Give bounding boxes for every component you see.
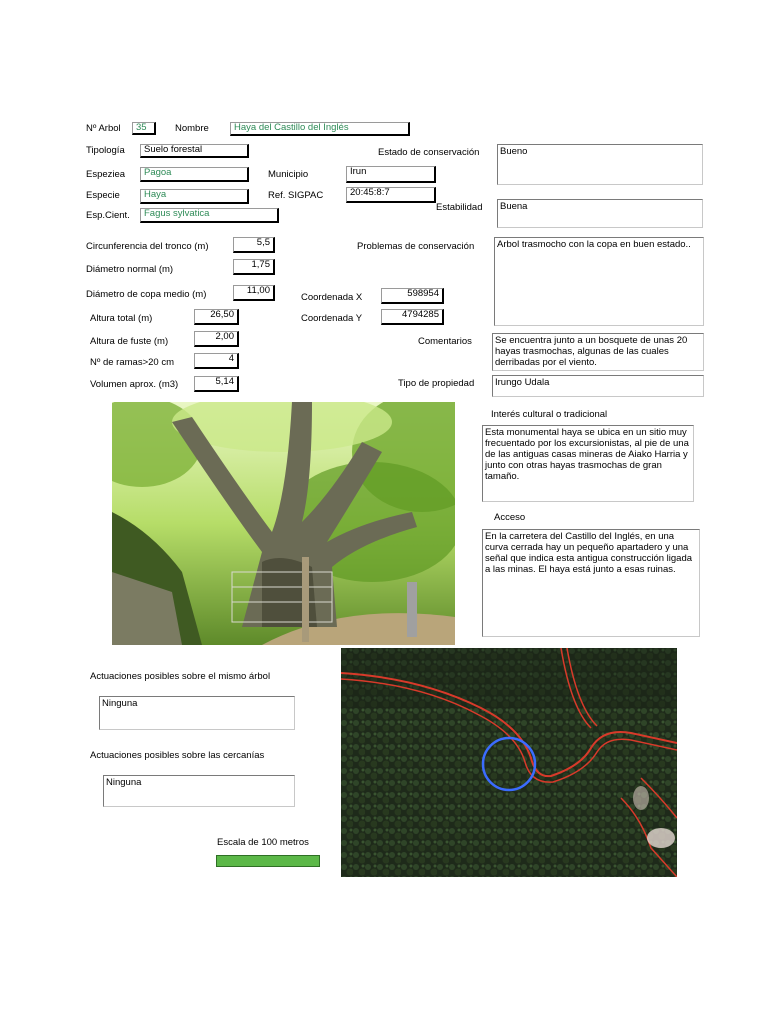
diametro-normal-label: Diámetro normal (m) [86, 264, 174, 275]
tipo-propiedad-label: Tipo de propiedad [398, 378, 475, 389]
actuaciones-cercanias-label: Actuaciones posibles sobre las cercanías [90, 750, 265, 761]
aerial-map-illustration [341, 648, 677, 877]
circunferencia-label: Circunferencia del tronco (m) [86, 241, 209, 252]
circunferencia-field[interactable]: 5,5 [233, 237, 275, 253]
nombre-field[interactable]: Haya del Castillo del Inglés [230, 122, 410, 136]
diametro-copa-field[interactable]: 11,00 [233, 285, 275, 301]
volumen-label: Volumen aprox. (m3) [90, 379, 179, 390]
actuaciones-cercanias-box[interactable]: Ninguna [103, 775, 295, 807]
esp-cient-field[interactable]: Fagus sylvatica [140, 208, 279, 223]
volumen-field[interactable]: 5,14 [194, 376, 239, 392]
actuaciones-arbol-box[interactable]: Ninguna [99, 696, 295, 730]
acceso-box[interactable]: En la carretera del Castillo del Inglés, en una curva cerrada hay un pequeño apartadero y una señal que indica esta antigua construcción ligada a las minas. El haya está junto a esas ruinas. [482, 529, 700, 637]
especiea-label: Espeziea [86, 169, 126, 180]
escala-label: Escala de 100 metros [217, 837, 309, 848]
tree-photo [112, 402, 455, 645]
altura-fuste-label: Altura de fuste (m) [90, 336, 169, 347]
altura-total-label: Altura total (m) [90, 313, 153, 324]
tipologia-label: Tipología [86, 145, 125, 156]
esp-cient-label: Esp.Cient. [86, 210, 130, 221]
especiea-field[interactable]: Pagoa [140, 167, 249, 182]
especie-label: Especie [86, 190, 120, 201]
problemas-label: Problemas de conservación [357, 241, 475, 252]
coord-x-field[interactable]: 598954 [381, 288, 444, 304]
tipologia-field[interactable]: Suelo forestal [140, 144, 249, 158]
acceso-label: Acceso [494, 512, 526, 523]
aerial-map [341, 648, 677, 877]
interes-box[interactable]: Esta monumental haya se ubica en un sitio muy frecuentado por los excursionistas, al pie de una de las antiguas casas mineras de Aiako Harria y junto con otras hayas trasmochas de gran tamaño. [482, 425, 694, 502]
comentarios-box[interactable]: Se encuentra junto a un bosquete de unas 20 hayas trasmochas, algunas de las cuales derribadas por el viento. [492, 333, 704, 371]
altura-total-field[interactable]: 26,50 [194, 309, 239, 325]
diametro-copa-label: Diámetro de copa medio (m) [86, 289, 207, 300]
coord-y-label: Coordenada Y [301, 313, 363, 324]
interes-label: Interés cultural o tradicional [491, 409, 608, 420]
scale-bar [216, 855, 320, 867]
estabilidad-label: Estabilidad [436, 202, 483, 213]
arbol-no-label: Nº Arbol [86, 123, 121, 134]
municipio-field[interactable]: Irun [346, 166, 436, 183]
estado-conservacion-box[interactable]: Bueno [497, 144, 703, 185]
nombre-label: Nombre [175, 123, 209, 134]
estado-conservacion-label: Estado de conservación [378, 147, 480, 158]
ref-sigpac-label: Ref. SIGPAC [268, 190, 324, 201]
coord-x-label: Coordenada X [301, 292, 363, 303]
tipo-propiedad-box[interactable]: Irungo Udala [492, 375, 704, 397]
problemas-box[interactable]: Arbol trasmocho con la copa en buen estado.. [494, 237, 704, 326]
diametro-normal-field[interactable]: 1,75 [233, 259, 275, 275]
especie-field[interactable]: Haya [140, 189, 249, 204]
ref-sigpac-field[interactable]: 20:45:8:7 [346, 187, 436, 203]
ramas-label: Nº de ramas>20 cm [90, 357, 174, 368]
municipio-label: Municipio [268, 169, 309, 180]
ramas-field[interactable]: 4 [194, 353, 239, 369]
altura-fuste-field[interactable]: 2,00 [194, 331, 239, 347]
tree-photo-illustration [112, 402, 455, 645]
actuaciones-arbol-label: Actuaciones posibles sobre el mismo árbol [90, 671, 271, 682]
estabilidad-box[interactable]: Buena [497, 199, 703, 228]
comentarios-label: Comentarios [418, 336, 472, 347]
coord-y-field[interactable]: 4794285 [381, 309, 444, 325]
arbol-no-field[interactable]: 35 [132, 122, 156, 135]
